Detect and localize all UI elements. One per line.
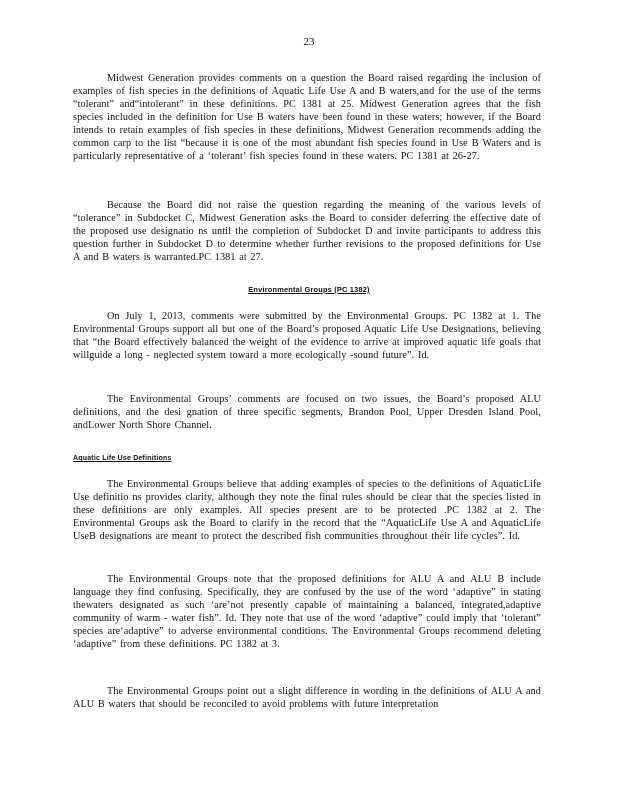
paragraph-env-groups-issues bbox=[73, 393, 541, 432]
paragraph-midwest-tolerance bbox=[73, 199, 541, 264]
paragraph-env-groups-intro bbox=[73, 310, 541, 362]
paragraph-species-examples bbox=[73, 478, 541, 543]
section-heading-environmental-groups: Environmental Groups (PC 1382) bbox=[248, 285, 370, 294]
paragraph-text: Midwest Generation provides comments on a question the Board raised regarding the inclusion of examples of fish species in the definitions of Aquatic Life Use A and B waters,and for the use of the terms “tolerant” and“intolerant” in these definitions. PC 1381 at 25. Midwest Generation agrees that the fish species included in the definition for Use B waters have been found in these waters; however, if the Board intends to retain examples of fish species in these definitions, Midwest Generation recommends adding the common carp to the list “because it is one of the most abundant fish species found in Use B Waters and is particularly representative of a ‘tolerant’ fish species found in these waters. PC 1381 at 26-27. bbox=[73, 73, 541, 162]
paragraph-midwest-fish-species bbox=[73, 72, 541, 163]
paragraph-text: The Environmental Groups note that the proposed definitions for ALU A and ALU B include language they find confusing. Specifically, they are confused by the use of the word ‘adaptive” in stating thewaters designated as such ‘are’not presently capable of maintaining a balanced, integrated,adaptive community of warm - water fish”. Id. They note that use of the word ‘adaptive” could imply that ‘tolerant” species are‘adaptive” to adverse environmental conditions. The Environmental Groups recommend deleting ‘adaptive” from these definitions. PC 1382 at 3. bbox=[73, 574, 541, 650]
paragraph-text: Because the Board did not raise the question regarding the meaning of the various levels of “tolerance” in Subdocket C, Midwest Generation asks the Board to consider deferring the effective date of the proposed use designatio ns until the completion of Subdocket D and invite participants to address this question further in Subdocket D to determine whether further revisions to the proposed definitions for Use A and B waters is warranted.PC 1381 at 27. bbox=[73, 200, 541, 263]
subsection-heading-alu-definitions: Aquatic Life Use Definitions bbox=[73, 455, 172, 462]
page-number: 23 bbox=[303, 36, 315, 48]
paragraph-wording-difference bbox=[73, 685, 541, 711]
paragraph-text: The Environmental Groups believe that adding examples of species to the definitions of AquaticLife Use definitio ns provides clarity, although they note the final rules should be clear that the species listed in these definitions are only examples. All species present are to be protected .PC 1382 at 2. The Environmental Groups ask the Board to clarify in the record that the “AquaticLife Use A and AquaticLife UseB designations are meant to protect the described fish communities throughout their life cycles”. Id. bbox=[73, 479, 541, 542]
paragraph-adaptive-wording bbox=[73, 573, 541, 651]
paragraph-text: The Environmental Groups’ comments are focused on two issues, the Board’s proposed ALU definitions, and the desi gnation of three specific segments, Brandon Pool, Upper Dresden Island Pool, andLower North Shore Channel. bbox=[73, 394, 541, 431]
paragraph-text: The Environmental Groups point out a slight difference in wording in the definitions of ALU A and ALU B waters that should be reconciled to avoid problems with future interpretation bbox=[73, 686, 541, 710]
paragraph-text: On July 1, 2013, comments were submitted by the Environmental Groups. PC 1382 at 1. The Environmental Groups support all but one of the Board’s proposed Aquatic Life Use Designations, believing that “the Board effectively balanced the weight of the evidence to arrive at improved aquatic life goals that willguide a long - neglected system toward a more ecologically -sound future”. Id. bbox=[73, 311, 541, 361]
